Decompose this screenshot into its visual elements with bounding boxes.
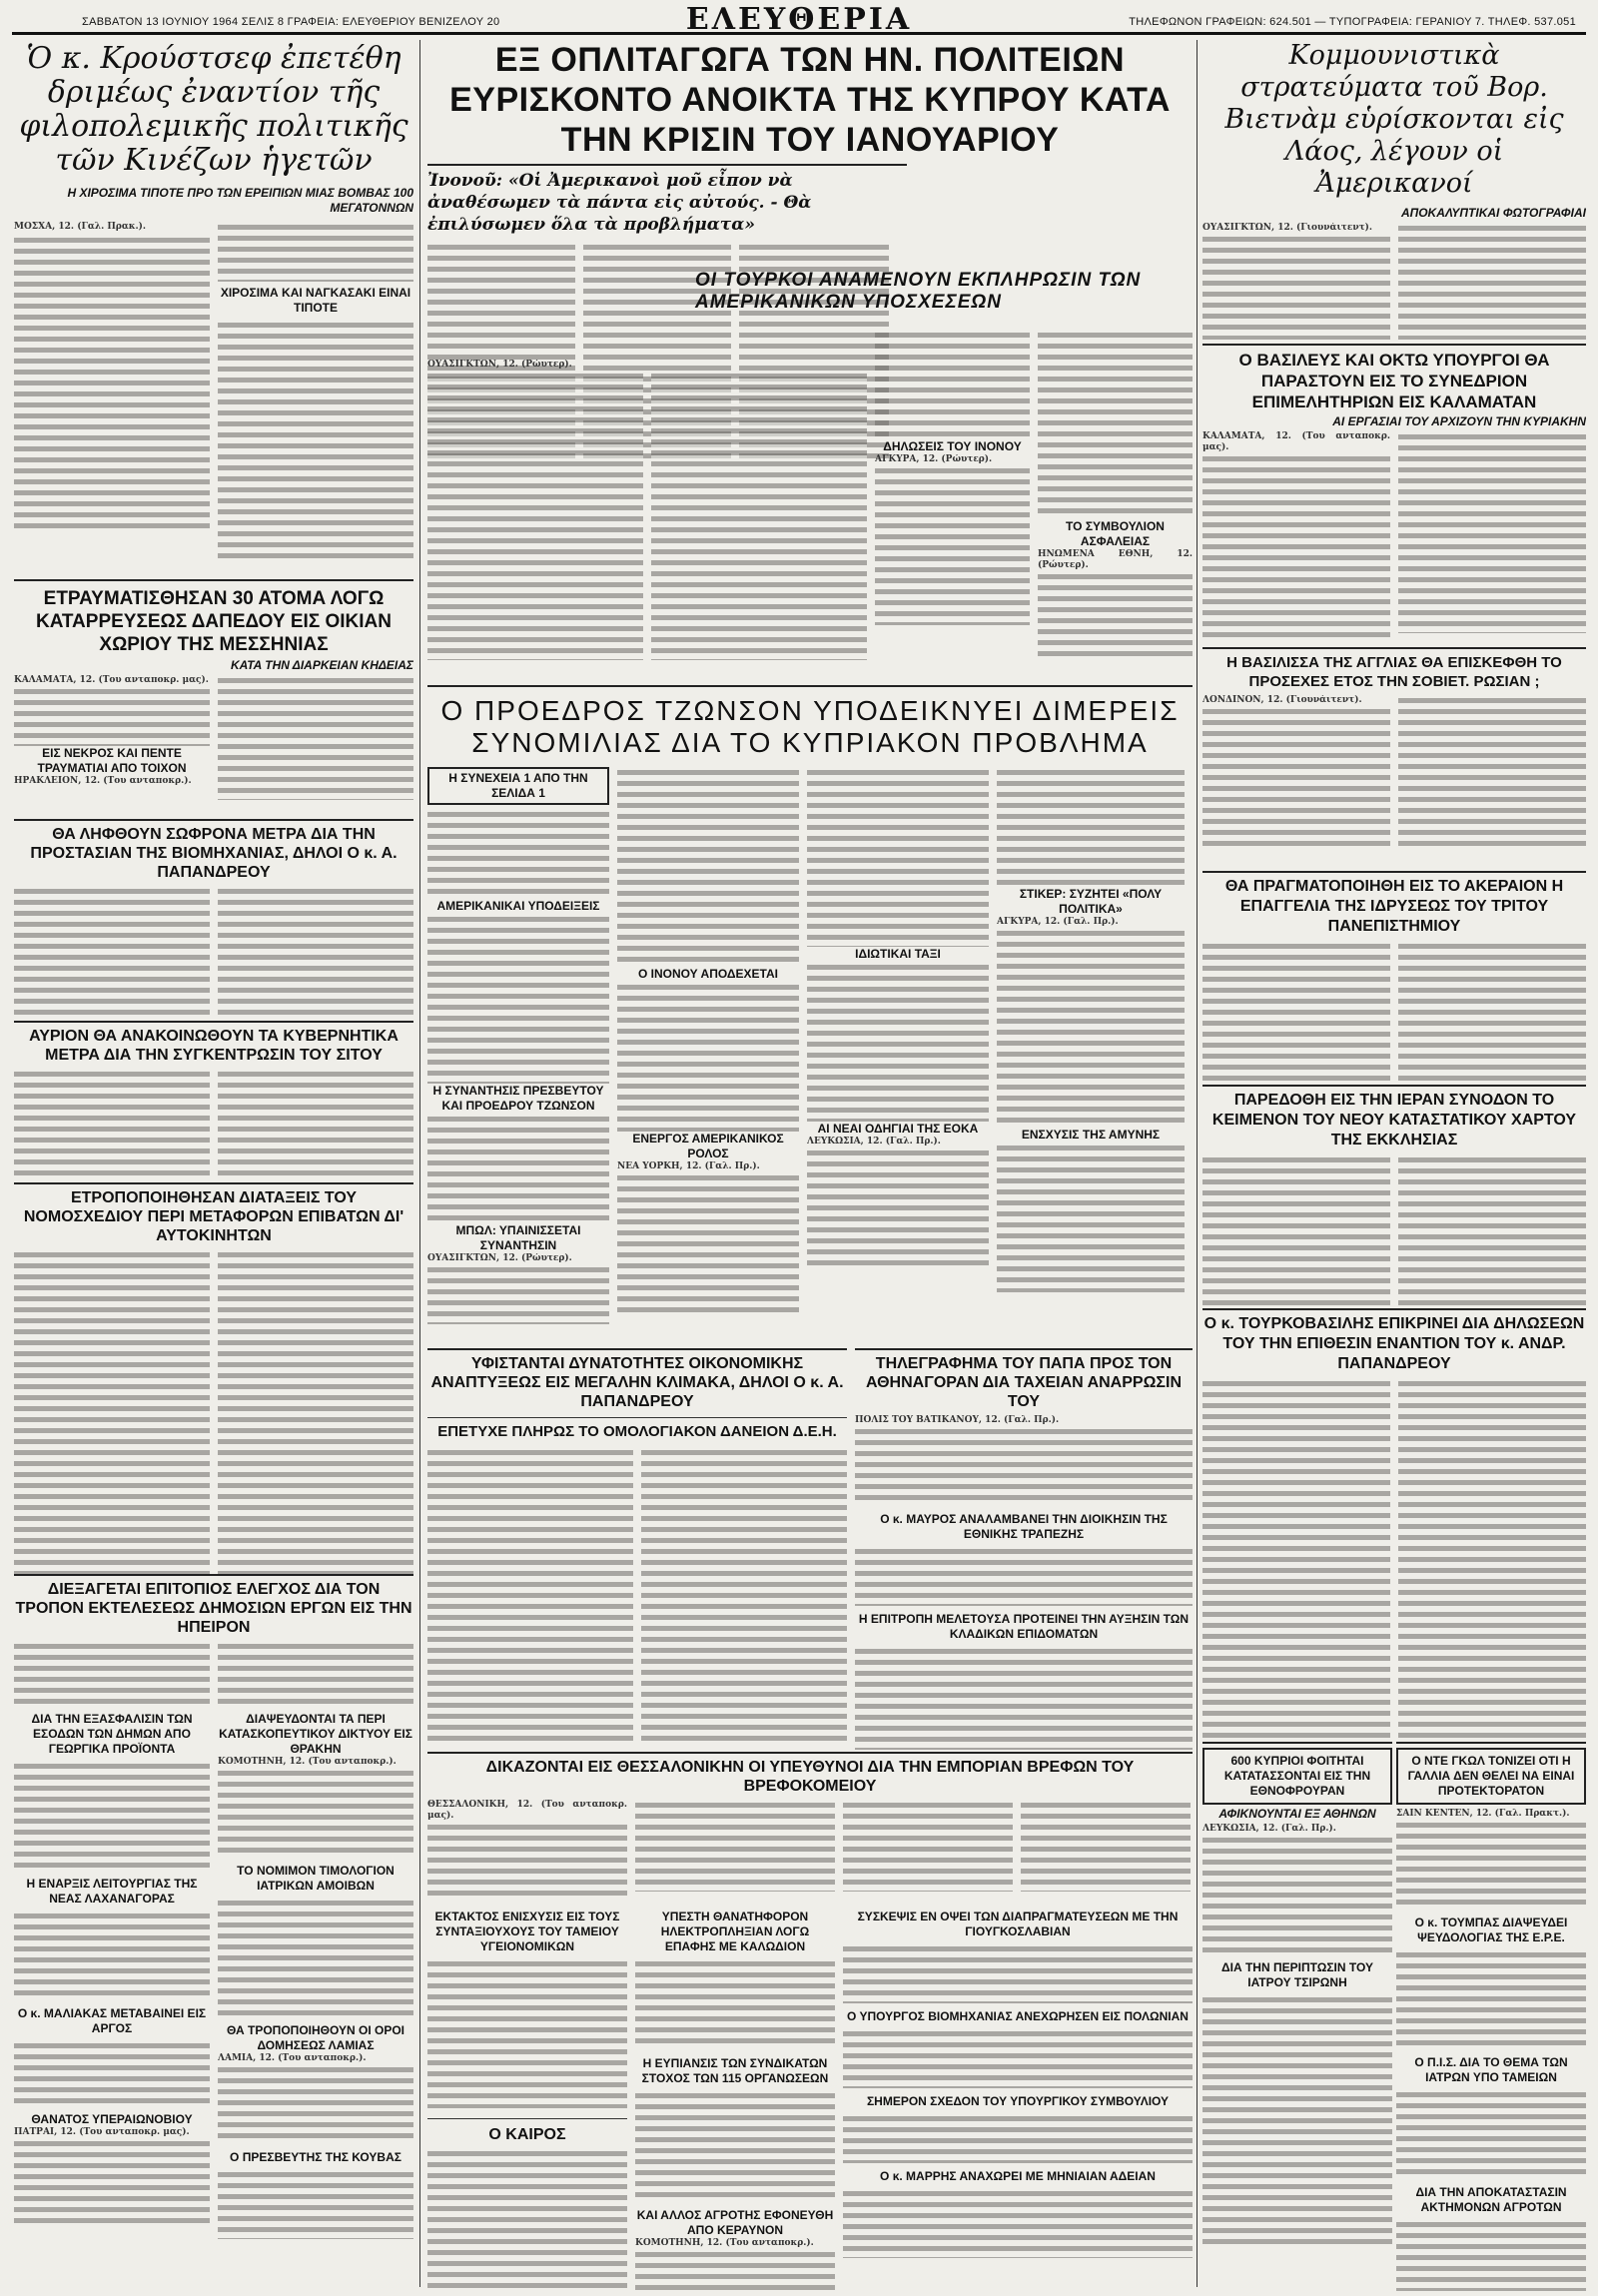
headline: Ο κ. ΜΑΛΙΑΚΑΣ ΜΕΤΑΒΑΙΝΕΙ ΕΙΣ ΑΡΓΟΣ — [17, 2006, 207, 2035]
headline: Ο ΒΑΣΙΛΕΥΣ ΚΑΙ ΟΚΤΩ ΥΠΟΥΡΓΟΙ ΘΑ ΠΑΡΑΣΤΟΥΝ ΕΙΣ ΤΟ ΣΥΝΕΔΡΙΟΝ ΕΠΙΜΕΛΗΤΗΡΙΩΝ ΕΙΣ ΚΑΛΑΜΑΤΑΝ — [1238, 351, 1550, 411]
subhead: ΔΗΛΩΣΕΙΣ ΤΟΥ ΙΝΟΝΟΥ — [883, 439, 1022, 453]
headline: Η ΒΑΣΙΛΙΣΣΑ ΤΗΣ ΑΓΓΛΙΑΣ ΘΑ ΕΠΙΣΚΕΦΘΗ ΤΟ ΠΡΟΣΕΧΕΣ ΕΤΟΣ ΤΗΝ ΣΟΒΙΕΤ. ΡΩΣΙΑΝ ; — [1226, 654, 1562, 690]
body-text — [1398, 1154, 1586, 1306]
subhead: ΕΙΣ ΝΕΚΡΟΣ ΚΑΙ ΠΕΝΤΕ ΤΡΑΥΜΑΤΙΑΙ ΑΠΟ ΤΟΙΧΟΝ — [37, 746, 187, 775]
headline: Ὁ κ. Κρούστσεφ ἐπετέθη δριμέως ἐναντίον τῆς φιλοπολεμικῆς πολιτικῆς τῶν Κινέζων ἡγετῶν — [19, 42, 408, 178]
body-text — [1202, 453, 1390, 643]
headline-box — [1396, 1748, 1586, 1805]
body-text — [807, 962, 989, 1122]
column-rule — [1197, 40, 1198, 2287]
article-pension — [427, 1906, 627, 2290]
article-synod — [1202, 1085, 1586, 1306]
body-text — [997, 767, 1185, 887]
article-industry — [14, 819, 413, 1021]
headline: ΕΤΡΟΠΟΠΟΙΗΘΗΣΑΝ ΔΙΑΤΑΞΕΙΣ ΤΟΥ ΝΟΜΟΣΧΕΔΙΟΥ ΠΕΡΙ ΜΕΤΑΦΟΡΩΝ ΕΠΙΒΑΤΩΝ ΔΙ' ΑΥΤΟΚΙΝΗΤΩΝ — [23, 1189, 404, 1244]
article-king — [1202, 344, 1586, 645]
body-text — [14, 1911, 210, 2000]
subhead: ΣΤΙΚΕΡ: ΣΥΖΗΤΕΙ «ΠΟΛΥ ΠΟΛΙΤΙΚΑ» — [1019, 887, 1163, 916]
body-text — [1038, 571, 1193, 661]
subhead: ΜΠΩΛ: ΥΠΑΙΝΙΣΣΕΤΑΙ ΣΥΝΑΝΤΗΣΙΝ — [455, 1223, 581, 1252]
body-text — [1202, 1835, 1392, 1954]
body-text — [875, 330, 1030, 439]
body-text — [843, 2188, 1193, 2258]
subhead: ΤΟ ΣΥΜΒΟΥΛΙΟΝ ΑΣΦΑΛΕΙΑΣ — [1066, 519, 1165, 548]
article-tourkovasilis — [1202, 1308, 1586, 1740]
body-text — [855, 1646, 1193, 1750]
body-text — [635, 1800, 835, 1892]
body-text — [218, 1069, 413, 1178]
dateline: ΚΟΜΟΤΗΝΗ, 12. (Του ανταποκρ.). — [218, 1757, 397, 1767]
dateline: ΑΓΚΥΡΑ, 12. (Γαλ. Πρ.). — [997, 917, 1119, 927]
body-text — [427, 809, 609, 899]
body-text — [617, 1172, 799, 1312]
headline: ΕΞ ΟΠΛΙΤΑΓΩΓΑ ΤΩΝ ΗΝ. ΠΟΛΙΤΕΙΩΝ ΕΥΡΙΣΚΟΝΤΟ ΑΝΟΙΚΤΑ ΤΗΣ ΚΥΠΡΟΥ ΚΑΤΑ ΤΗΝ ΚΡΙΣΙΝ ΤΟΥ ΙΑΝΟΥΑΡΙΟΥ — [449, 41, 1171, 159]
dateline: ΟΥΑΣΙΓΚΤΩΝ, 12. (Ρώυτερ). — [427, 360, 572, 370]
body-text — [218, 1641, 413, 1706]
dateline: ΟΥΑΣΙΓΚΤΩΝ, 12. (Ρώυτερ). — [427, 1253, 572, 1263]
body-text — [807, 767, 989, 947]
body-text — [218, 1768, 413, 1858]
body-text — [1038, 330, 1193, 519]
dateline: ΘΕΣΣΑΛΟΝΙΚΗ, 12. (Του ανταποκρ. μας). — [427, 1800, 627, 1821]
headline: 600 ΚΥΠΡΙΟΙ ΦΟΙΤΗΤΑΙ ΚΑΤΑΤΑΣΣΟΝΤΑΙ ΕΙΣ ΤΗΝ ΕΘΝΟΦΡΟΥΡΑΝ — [1223, 1754, 1371, 1798]
body-text — [843, 2028, 1193, 2088]
headline: ΤΗΛΕΓΡΑΦΗΜΑ ΤΟΥ ΠΑΠΑ ΠΡΟΣ ΤΟΝ ΑΘΗΝΑΓΟΡΑΝ ΔΙΑ ΤΑΧΕΙΑΝ ΑΝΑΡΡΩΣΙΝ ΤΟΥ — [865, 1355, 1182, 1410]
article-wheat — [14, 1021, 413, 1182]
headline: ΔΙΕΞΑΓΕΤΑΙ ΕΠΙΤΟΠΙΟΣ ΕΛΕΓΧΟΣ ΔΙΑ ΤΟΝ ΤΡΟΠΟΝ ΕΚΤΕΛΕΣΕΩΣ ΔΗΜΟΣΙΩΝ ΕΡΓΩΝ ΕΙΣ ΤΗΝ ΗΠΕΙΡΟΝ — [15, 1581, 412, 1636]
body-text — [1202, 1378, 1390, 1740]
body-text — [1398, 695, 1586, 847]
body-text — [427, 1264, 609, 1324]
small-items-right — [218, 1708, 413, 2287]
headline: Ο ΥΠΟΥΡΓΟΣ ΒΙΟΜΗΧΑΝΙΑΣ ΑΝΕΧΩΡΗΣΕΝ ΕΙΣ ΠΟΛΩΝΙΑΝ — [847, 2009, 1189, 2023]
body-text — [617, 767, 799, 967]
body-text — [427, 1822, 627, 1902]
body-text — [635, 2249, 835, 2290]
body-text — [14, 2040, 210, 2106]
masthead-date-line: ΣΑΒΒΑΤΟΝ 13 ΙΟΥΝΙΟΥ 1964 ΣΕΛΙΣ 8 ΓΡΑΦΕΙΑ: ΕΛΕΥΘΕΡΙΟΥ ΒΕΝΙΖΕΛΟΥ 20 — [82, 16, 500, 28]
subhead: Ο ΙΝΟΝΟΥ ΑΠΟΔΕΧΕΤΑΙ — [638, 967, 778, 981]
body-text — [218, 886, 413, 1021]
dateline: ΚΑΛΑΜΑΤΑ, 12. (Του ανταποκρ. μας). — [1202, 431, 1390, 452]
headline-box — [1202, 1748, 1392, 1805]
headline: Ο ΠΡΕΣΒΕΥΤΗΣ ΤΗΣ ΚΟΥΒΑΣ — [230, 2150, 401, 2164]
kicker: ΑΙ ΕΡΓΑΣΙΑΙ ΤΟΥ ΑΡΧΙΖΟΥΝ ΤΗΝ ΚΥΡΙΑΚΗΝ — [1332, 414, 1586, 428]
subheadline-quote: Ἰνονοῦ: «Οἱ Ἀμερικανοὶ μοῦ εἶπον νὰ ἀναθέσωμεν τὰ πάντα εἰς αὐτούς. - Θὰ ἐπιλύσωμεν ὅλα τὰ προβλήματα» — [427, 171, 812, 235]
body-text — [807, 1148, 989, 1267]
body-text — [651, 371, 867, 660]
body-text — [427, 2148, 627, 2290]
headline-weather: Ο ΚΑΙΡΟΣ — [427, 2118, 627, 2144]
body-text — [14, 1069, 210, 1178]
article-de-gaulle — [1396, 1742, 1586, 2291]
continued-box: Η ΣΥΝΕΧΕΙΑ 1 ΑΠΟ ΤΗΝ ΣΕΛΙΔΑ 1 — [427, 767, 609, 805]
body-text — [218, 2064, 413, 2144]
headline: ΥΠΕΣΤΗ ΘΑΝΑΤΗΦΟΡΟΝ ΗΛΕΚΤΡΟΠΛΗΞΙΑΝ ΛΟΓΩ ΕΠΑΦΗΣ ΜΕ ΚΑΛΩΔΙΟΝ — [660, 1910, 810, 1953]
dateline: ΛΟΝΔΙΝΟΝ, 12. (Γιουνάιτεντ). — [1202, 695, 1362, 705]
subhead: ΑΜΕΡΙΚΑΝΙΚΑΙ ΥΠΟΔΕΙΞΕΙΣ — [436, 899, 600, 913]
body-text — [1398, 431, 1586, 633]
masthead — [12, 2, 1586, 37]
headline: ΤΟ ΝΟΜΙΜΟΝ ΤΙΜΟΛΟΓΙΟΝ ΙΑΤΡΙΚΩΝ ΑΜΟΙΒΩΝ — [237, 1864, 395, 1893]
body-text — [855, 1546, 1193, 1606]
headline: ΔΙΚΑΖΟΝΤΑΙ ΕΙΣ ΘΕΣΣΑΛΟΝΙΚΗΝ ΟΙ ΥΠΕΥΘΥΝΟΙ ΔΙΑ ΤΗΝ ΕΜΠΟΡΙΑΝ ΒΡΕΦΩΝ ΤΟΥ ΒΡΕΦΟΚΟΜΕΙΟΥ — [485, 1759, 1135, 1795]
subhead: Ο κ. ΤΟΥΜΠΑΣ ΔΙΑΨΕΥΔΕΙ ΨΕΥΔΟΛΟΓΙΑΣ ΤΗΣ Ε.Ρ.Ε. — [1414, 1915, 1568, 1944]
body-text — [14, 1761, 210, 1871]
body-text — [427, 1447, 633, 1747]
headline: ΘΑ ΛΗΦΘΟΥΝ ΣΩΦΡΟΝΑ ΜΕΤΡΑ ΔΙΑ ΤΗΝ ΠΡΟΣΤΑΣΙΑΝ ΤΗΣ ΒΙΟΜΗΧΑΝΙΑΣ, ΔΗΛΟΙ Ο κ. Α. ΠΑΠΑΝΔΡΕΟΥ — [30, 826, 398, 881]
dateline: ΠΟΛΙΣ ΤΟΥ ΒΑΤΙΚΑΝΟΥ, 12. (Γαλ. Πρ.). — [855, 1415, 1060, 1425]
body-text — [1396, 1820, 1586, 1910]
headline: ΔΙΑΨΕΥΔΟΝΤΑΙ ΤΑ ΠΕΡΙ ΚΑΤΑΣΚΟΠΕΥΤΙΚΟΥ ΔΙΚΤΥΟΥ ΕΙΣ ΘΡΑΚΗΝ — [219, 1712, 412, 1756]
newspaper-title: ΕΛΕΥΘΕΡΙΑ — [685, 2, 913, 37]
body-text — [1398, 223, 1586, 340]
body-text — [875, 465, 1030, 625]
dateline: ΠΑΤΡΑΙ, 12. (Του ανταποκρ. μας). — [14, 2127, 190, 2137]
small-items-left — [14, 1708, 210, 2287]
headline: ΘΑΝΑΤΟΣ ΥΠΕΡΑΙΩΝΟΒΙΟΥ — [31, 2112, 193, 2126]
dateline: ΛΑΜΙΑ, 12. (Του ανταποκρ.). — [218, 2053, 367, 2063]
article-public-works — [14, 1574, 413, 1706]
body-text — [1021, 1800, 1191, 1892]
body-text — [218, 2169, 413, 2239]
subhead: ΔΙΑ ΤΗΝ ΑΠΟΚΑΤΑΣΤΑΣΙΝ ΑΚΤΗΜΟΝΩΝ ΑΓΡΟΤΩΝ — [1415, 2185, 1567, 2214]
body-text — [218, 1898, 413, 2017]
body-text — [14, 686, 210, 746]
article-students — [1202, 1742, 1392, 2291]
body-text — [427, 1114, 609, 1223]
subhead: ΧΙΡΟΣΙΜΑ ΚΑΙ ΝΑΓΚΑΣΑΚΙ ΕΙΝΑΙ ΤΙΠΟΤΕ — [220, 286, 411, 315]
body-text — [843, 2113, 1193, 2163]
body-text — [1398, 1378, 1586, 1740]
subhead: ΑΙ ΝΕΑΙ ΟΔΗΓΙΑΙ ΤΗΣ ΕΟΚΑ — [817, 1122, 979, 1136]
headline: ΥΦΙΣΤΑΝΤΑΙ ΔΥΝΑΤΟΤΗΤΕΣ ΟΙΚΟΝΟΜΙΚΗΣ ΑΝΑΠΤΥΞΕΩΣ ΕΙΣ ΜΕΓΑΛΗΝ ΚΛΙΜΑΚΑ, ΔΗΛΟΙ Ο κ. Α. ΠΑΠΑΝΔΡΕΟΥ — [430, 1355, 844, 1410]
dateline: ΛΕΥΚΩΣΙΑ, 12. (Γαλ. Πρ.). — [1202, 1824, 1336, 1834]
body-text — [218, 320, 413, 559]
subheadline: ΕΠΕΤΥΧΕ ΠΛΗΡΩΣ ΤΟ ΟΜΟΛΟΓΙΑΚΟΝ ΔΑΝΕΙΟΝ Δ.Ε.Η. — [427, 1417, 847, 1441]
subheadline-turks: ΟΙ ΤΟΥΡΚΟΙ ΑΝΑΜΕΝΟΥΝ ΕΚΠΛΗΡΩΣΙΝ ΤΩΝ ΑΜΕΡΙΚΑΝΙΚΩΝ ΥΠΟΣΧΕΣΕΩΝ — [695, 270, 1142, 313]
headline: Ο ΝΤΕ ΓΚΩΛ ΤΟΝΙΖΕΙ ΟΤΙ Η ΓΑΛΛΙΑ ΔΕΝ ΘΕΛΕΙ ΝΑ ΕΙΝΑΙ ΠΡΟΤΕΚΤΟΡΑΤΟΝ — [1407, 1754, 1575, 1798]
body-text — [14, 2138, 210, 2228]
subhead: Η ΣΥΝΑΝΤΗΣΙΣ ΠΡΕΣΒΕΥΤΟΥ ΚΑΙ ΠΡΟΕΔΡΟΥ ΤΖΩΝΣΟΝ — [432, 1084, 604, 1113]
dateline: ΜΟΣΧΑ, 12. (Γαλ. Πρακ.). — [14, 222, 147, 232]
body-text — [617, 982, 799, 1132]
headline: ΘΑ ΠΡΑΓΜΑΤΟΠΟΙΗΘΗ ΕΙΣ ΤΟ ΑΚΕΡΑΙΟΝ Η ΕΠΑΓΓΕΛΙΑ ΤΗΣ ΙΔΡΥΣΕΩΣ ΤΟΥ ΤΡΙΤΟΥ ΠΑΝΕΠΙΣΤΗΜΙΟΥ — [1224, 878, 1564, 935]
dateline: ΚΑΛΑΜΑΤΑ, 12. (Του ανταποκρ. μας). — [14, 675, 209, 685]
article-transport — [14, 1182, 413, 1574]
kicker: ΑΦΙΚΝΟΥΝΤΑΙ ΕΞ ΑΘΗΝΩΝ — [1218, 1807, 1376, 1821]
article-babyfood — [427, 1752, 1193, 1904]
subhead: ΙΔΙΩΤΙΚΑΙ ΤΑΞΙ — [855, 947, 941, 961]
article-economy — [427, 1348, 847, 1750]
headline: Κομμουνιστικὰ στρατεύματα τοῦ Βορ. Βιετνὰμ εὑρίσκονται εἰς Λάος, λέγουν οἱ Ἀμερικανοί — [1224, 40, 1564, 199]
body-text — [641, 1447, 847, 1747]
headline: ΔΙΑ ΤΗΝ ΕΞΑΣΦΑΛΙΣΙΝ ΤΩΝ ΕΣΟΔΩΝ ΤΩΝ ΔΗΜΩΝ ΑΠΟ ΓΕΩΡΓΙΚΑ ΠΡΟΪΟΝΤΑ — [31, 1712, 193, 1756]
body-text — [14, 1249, 210, 1574]
subhead: Η ΕΠΙΤΡΟΠΗ ΜΕΛΕΤΟΥΣΑ ΠΡΟΤΕΙΝΕΙ ΤΗΝ ΑΥΞΗΣΙΝ ΤΩΝ ΚΛΑΔΙΚΩΝ ΕΠΙΔΟΜΑΤΩΝ — [858, 1612, 1190, 1641]
article-vietnam — [1202, 40, 1586, 340]
dateline: ΗΝΩΜΕΝΑ ΕΘΝΗ, 12. (Ρώυτερ). — [1038, 549, 1193, 570]
subhead: Ο κ. ΜΑΥΡΟΣ ΑΝΑΛΑΜΒΑΝΕΙ ΤΗΝ ΔΙΟΙΚΗΣΙΝ ΤΗΣ ΕΘΝΙΚΗΣ ΤΡΑΠΕΖΗΣ — [880, 1512, 1168, 1541]
body-text — [1202, 941, 1390, 1083]
body-text — [1202, 1994, 1392, 2244]
headline: Η ΕΥΠΙΑΝΣΙΣ ΤΩΝ ΣΥΝΔΙΚΑΤΩΝ ΣΤΟΧΟΣ ΤΩΝ 115 ΟΡΓΑΝΩΣΕΩΝ — [641, 2056, 829, 2085]
body-text — [427, 914, 609, 1084]
subhead: ΔΙΑ ΤΗΝ ΠΕΡΙΠΤΩΣΙΝ ΤΟΥ ΙΑΤΡΟΥ ΤΣΙΡΩΝΗ — [1220, 1960, 1373, 1989]
body-text — [635, 1958, 835, 2048]
headline: ΕΤΡΑΥΜΑΤΙΣΘΗΣΑΝ 30 ΑΤΟΜΑ ΛΟΓΩ ΚΑΤΑΡΡΕΥΣΕΩΣ ΔΑΠΕΔΟΥ ΕΙΣ ΟΙΚΙΑΝ ΧΩΡΙΟΥ ΤΗΣ ΜΕΣΣΗΝΙΑΣ — [35, 588, 392, 655]
article-pope — [855, 1348, 1193, 1750]
subhead: ΕΝΕΡΓΟΣ ΑΜΕΡΙΚΑΝΙΚΟΣ ΡΟΛΟΣ — [632, 1132, 784, 1160]
headline: Ο ΠΡΟΕΔΡΟΣ ΤΖΩΝΣΟΝ ΥΠΟΔΕΙΚΝΥΕΙ ΔΙΜΕΡΕΙΣ ΣΥΝΟΜΙΛΙΑΣ ΔΙΑ ΤΟ ΚΥΠΡΙΑΚΟΝ ΠΡΟΒΛΗΜΑ — [440, 695, 1180, 758]
body-text — [14, 235, 210, 534]
dateline: ΚΟΜΟΤΗΝΗ, 12. (Του ανταποκρ.). — [635, 2238, 814, 2248]
body-text — [1202, 1154, 1390, 1306]
dateline: ΑΓΚΥΡΑ, 12. (Ρώυτερ). — [875, 454, 993, 464]
headline: ΣΥΣΚΕΨΙΣ ΕΝ ΟΨΕΙ ΤΩΝ ΔΙΑΠΡΑΓΜΑΤΕΥΣΕΩΝ ΜΕ ΤΗΝ ΓΙΟΥΓΚΟΣΛΑΒΙΑΝ — [857, 1910, 1179, 1938]
dateline: ΗΡΑΚΛΕΙΟΝ, 12. (Του ανταποκρ.). — [14, 776, 192, 786]
headline: ΚΑΙ ΑΛΛΟΣ ΑΓΡΟΤΗΣ ΕΦΟΝΕΥΘΗ ΑΠΟ ΚΕΡΑΥΝΟΝ — [636, 2208, 834, 2237]
headline: ΑΥΡΙΟΝ ΘΑ ΑΝΑΚΟΙΝΩΘΟΥΝ ΤΑ ΚΥΒΕΡΝΗΤΙΚΑ ΜΕΤΡΑ ΔΙΑ ΤΗΝ ΣΥΓΚΕΝΤΡΩΣΙΝ ΤΟΥ ΣΙΤΟΥ — [29, 1028, 399, 1064]
headline: Ο κ. ΤΟΥΡΚΟΒΑΣΙΛΗΣ ΕΠΙΚΡΙΝΕΙ ΔΙΑ ΔΗΛΩΣΕΩΝ ΤΟΥ ΤΗΝ ΕΠΙΘΕΣΙΝ ΕΝΑΝΤΙΟΝ ΤΟΥ κ. ΑΝΔΡ. ΠΑΠΑΝΔΡΕΟΥ — [1203, 1315, 1585, 1372]
body-text — [997, 1143, 1185, 1292]
article-electrocution — [635, 1906, 835, 2290]
subhead: ΕΝΣΧΥΣΙΣ ΤΗΣ ΑΜΥΝΗΣ — [1021, 1128, 1161, 1142]
body-text — [218, 1249, 413, 1574]
headline: ΠΑΡΕΔΟΘΗ ΕΙΣ ΤΗΝ ΙΕΡΑΝ ΣΥΝΟΔΟΝ ΤΟ ΚΕΙΜΕΝΟΝ ΤΟΥ ΝΕΟΥ ΚΑΤΑΣΤΑΤΙΚΟΥ ΧΑΡΤΟΥ ΤΗΣ ΕΚΚΛΗΣΙΑΣ — [1211, 1092, 1577, 1148]
article-talks — [843, 1906, 1193, 2290]
masthead-phone-line: ΤΗΛΕΦΩΝΟΝ ΓΡΑΦΕΙΩΝ: 624.501 — ΤΥΠΟΓΡΑΦΕΙΑ: ΓΕΡΑΝΙΟΥ 7. ΤΗΛΕΦ. 537.051 — [1129, 16, 1576, 28]
article-johnson — [427, 685, 1193, 1346]
headline: ΕΚΤΑΚΤΟΣ ΕΝΙΣΧΥΣΙΣ ΕΙΣ ΤΟΥΣ ΣΥΝΤΑΞΙΟΥΧΟΥΣ ΤΟΥ ΤΑΜΕΙΟΥ ΥΓΕΙΟΝΟΜΙΚΩΝ — [434, 1910, 620, 1953]
body-text — [1202, 706, 1390, 846]
body-text — [843, 1800, 1013, 1892]
dateline: ΟΥΑΣΙΓΚΤΩΝ, 12. (Γιουνάιτεντ). — [1202, 223, 1373, 233]
dateline: ΛΕΥΚΩΣΙΑ, 12. (Γαλ. Πρ.). — [807, 1137, 941, 1147]
body-text — [218, 222, 413, 282]
dateline: ΣΑΙΝ ΚΕΝΤΕΝ, 12. (Γαλ. Πρακτ.). — [1396, 1809, 1570, 1819]
body-text — [14, 1641, 210, 1706]
quote-box — [427, 164, 907, 236]
headline: Ο κ. ΜΑΡΡΗΣ ΑΝΑΧΩΡΕΙ ΜΕ ΜΗΝΙΑΙΑΝ ΑΔΕΙΑΝ — [880, 2169, 1156, 2183]
kicker: Η ΧΙΡΟΣΙΜΑ ΤΙΠΟΤΕ ΠΡΟ ΤΩΝ ΕΡΕΙΠΙΩΝ ΜΙΑΣ ΒΟΜΒΑΣ 100 ΜΕΓΑΤΟΝΝΩΝ — [67, 186, 413, 215]
kicker: ΑΠΟΚΑΛΥΠΤΙΚΑΙ ΦΩΤΟΓΡΑΦΙΑΙ — [1400, 206, 1586, 220]
body-text — [218, 675, 413, 800]
article-queen — [1202, 647, 1586, 869]
article-injured — [14, 579, 413, 816]
headline: ΘΑ ΤΡΟΠΟΠΟΙΗΘΟΥΝ ΟΙ ΟΡΟΙ ΔΟΜΗΣΕΩΣ ΛΑΜΙΑΣ — [226, 2023, 405, 2052]
kicker: ΚΑΤΑ ΤΗΝ ΔΙΑΡΚΕΙΑΝ ΚΗΔΕΙΑΣ — [231, 658, 413, 672]
body-text — [635, 2090, 835, 2200]
body-text — [14, 886, 210, 1021]
article-university — [1202, 871, 1586, 1083]
subhead: Ο Π.Ι.Σ. ΔΙΑ ΤΟ ΘΕΜΑ ΤΩΝ ΙΑΤΡΩΝ ΥΠΟ ΤΑΜΕΙΩΝ — [1414, 2055, 1568, 2084]
column-rule — [419, 40, 420, 2287]
body-text — [1398, 941, 1586, 1083]
body-text — [1396, 2089, 1586, 2179]
body-text — [997, 928, 1185, 1128]
headline: Η ΕΝΑΡΞΙΣ ΛΕΙΤΟΥΡΓΙΑΣ ΤΗΣ ΝΕΑΣ ΛΑΧΑΝΑΓΟΡΑΣ — [26, 1877, 198, 1906]
body-text — [427, 371, 643, 660]
body-text — [427, 1958, 627, 2108]
dateline: ΝΕΑ ΥΟΡΚΗ, 12. (Γαλ. Πρ.). — [617, 1161, 760, 1171]
body-text — [1396, 2219, 1586, 2291]
body-text — [1396, 1949, 1586, 2049]
body-text — [1202, 234, 1390, 340]
body-text — [843, 1943, 1193, 2003]
article-landings — [427, 40, 1193, 679]
body-text — [855, 1426, 1193, 1506]
headline: ΣΗΜΕΡΟΝ ΣΧΕΔΟΝ ΤΟΥ ΥΠΟΥΡΓΙΚΟΥ ΣΥΜΒΟΥΛΙΟΥ — [866, 2094, 1170, 2108]
